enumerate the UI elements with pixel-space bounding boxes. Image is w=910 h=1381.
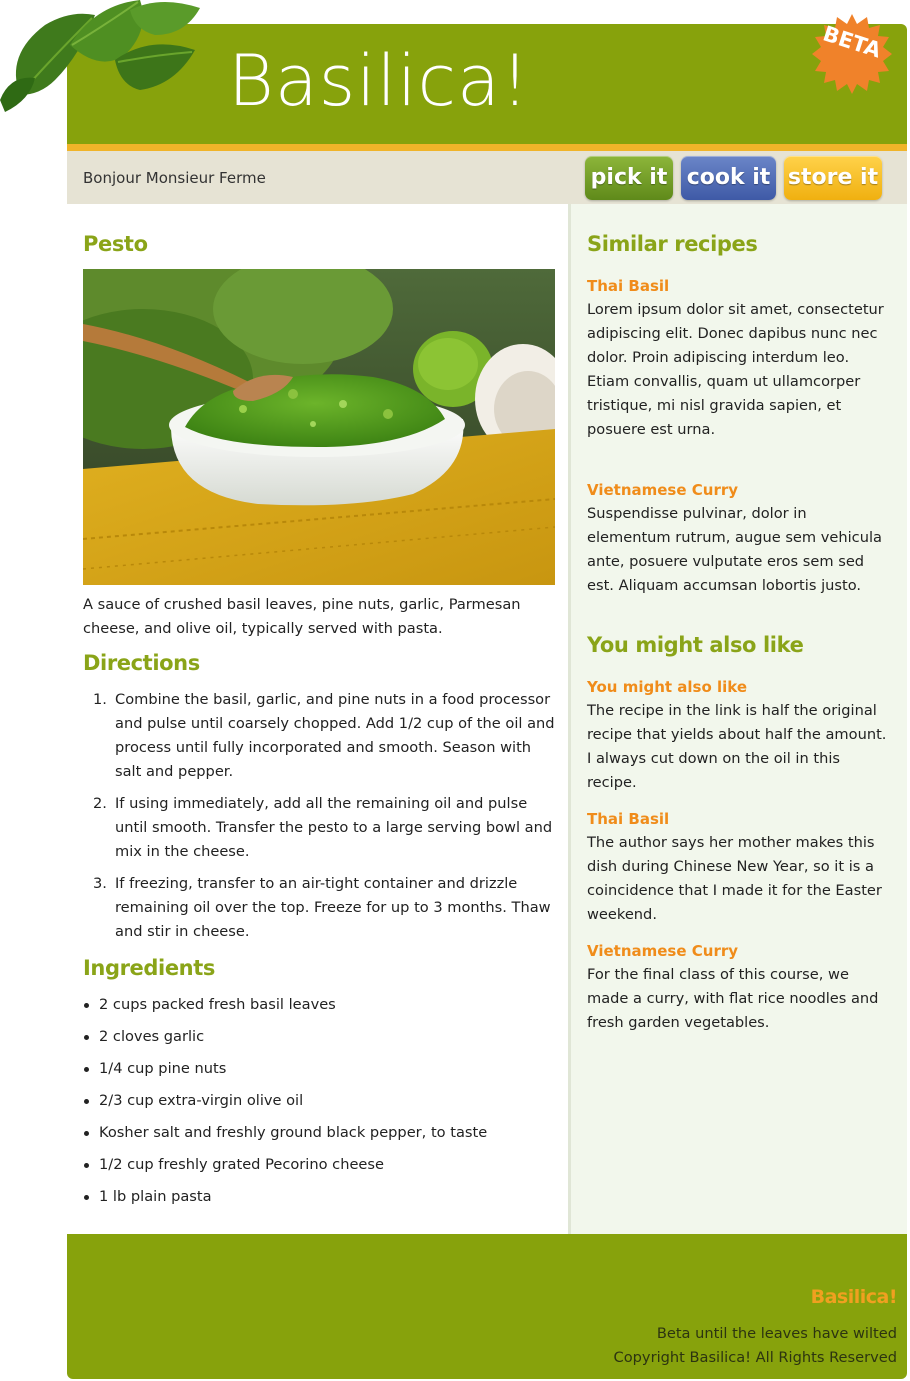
recipe-title: Pesto bbox=[83, 232, 148, 256]
ingredients-list bbox=[83, 993, 555, 1217]
footer-tagline: Beta until the leaves have wilted bbox=[656, 1325, 897, 1342]
ingredient-item: 1/2 cup freshly grated Pecorino cheese bbox=[83, 1153, 555, 1185]
directions-list bbox=[83, 688, 555, 952]
also-like-item bbox=[587, 807, 887, 927]
similar-recipe-link[interactable]: Thai Basil bbox=[587, 277, 670, 295]
ingredient-item: 1 lb plain pasta bbox=[83, 1185, 555, 1217]
ingredient-item: 2 cups packed fresh basil leaves bbox=[83, 993, 555, 1025]
similar-recipes-heading: Similar recipes bbox=[587, 232, 758, 256]
also-like-link[interactable]: Vietnamese Curry bbox=[587, 942, 739, 960]
header-stripe bbox=[67, 144, 907, 151]
ingredient-item: 2/3 cup extra-virgin olive oil bbox=[83, 1089, 555, 1121]
user-greeting: Bonjour Monsieur Ferme bbox=[83, 169, 266, 187]
direction-step: 1. Combine the basil, garlic, and pine nuts in a food processor and pulse until coarsely chopped. Add 1/2 cup of the oil and process until fully incorporated and smooth. Season with salt and pepper. bbox=[93, 691, 555, 780]
recipe-description: A sauce of crushed basil leaves, pine nuts, garlic, Parmesan cheese, and olive oil, typically served with pasta. bbox=[83, 596, 521, 637]
ingredient-item: 1/4 cup pine nuts bbox=[83, 1057, 555, 1089]
also-like-link[interactable]: You might also like bbox=[587, 678, 748, 696]
ingredient-item: 2 cloves garlic bbox=[83, 1025, 555, 1057]
also-like-text: For the final class of this course, we made a curry, with flat rice noodles and fresh garden vegetables. bbox=[587, 966, 879, 1031]
direction-text: If freezing, transfer to an air-tight container and drizzle remaining oil over the top. Freeze for up to 3 months. Thaw and stir in cheese. bbox=[115, 875, 551, 940]
cook-it-button[interactable]: cook it bbox=[681, 156, 776, 200]
pick-it-button[interactable]: pick it bbox=[585, 156, 673, 200]
ingredients-heading: Ingredients bbox=[83, 956, 215, 980]
direction-step: 2. If using immediately, add all the remaining oil and pulse until smooth. Transfer the pesto to a large serving bowl and mix in the cheese. bbox=[93, 795, 553, 860]
pesto-photo bbox=[83, 269, 555, 585]
also-like-heading: You might also like bbox=[587, 633, 804, 657]
also-like-item bbox=[587, 675, 887, 795]
similar-recipe-text: Lorem ipsum dolor sit amet, consectetur adipiscing elit. Donec dapibus nunc nec dolor. Proin adipiscing interdum leo. Etiam convallis, quam ut ullamcorper tristique, mi nisl gravida sapien, et posuere est urna. bbox=[587, 301, 884, 438]
footer-brand[interactable]: Basilica! bbox=[810, 1286, 897, 1308]
direction-text: Combine the basil, garlic, and pine nuts in a food processor and pulse until coarsely chopped. Add 1/2 cup of the oil and process until fully incorporated and smooth. Season with salt and pepper. bbox=[115, 691, 555, 780]
also-like-link[interactable]: Thai Basil bbox=[587, 810, 670, 828]
store-it-button[interactable]: store it bbox=[784, 156, 882, 200]
direction-text: If using immediately, add all the remaining oil and pulse until smooth. Transfer the pesto to a large serving bowl and mix in the cheese. bbox=[115, 795, 553, 860]
nav-bar bbox=[67, 151, 907, 204]
direction-step: 3. If freezing, transfer to an air-tight container and drizzle remaining oil over the top. Freeze for up to 3 months. Thaw and stir in cheese. bbox=[93, 875, 551, 940]
similar-recipe-text: Suspendisse pulvinar, dolor in elementum rutrum, augue sem vehicula ante, posuere vulputate eros sem sed est. Aliquam accumsan lobortis justo. bbox=[587, 505, 882, 594]
similar-recipe-item bbox=[587, 478, 887, 598]
similar-recipe-item bbox=[587, 274, 887, 442]
footer-copyright: Copyright Basilica! All Rights Reserved bbox=[613, 1349, 897, 1366]
site-title[interactable]: Basilica! bbox=[228, 40, 530, 122]
site-footer bbox=[67, 1234, 907, 1379]
similar-recipe-link[interactable]: Vietnamese Curry bbox=[587, 481, 739, 499]
basil-leaves-logo bbox=[0, 0, 210, 124]
directions-heading: Directions bbox=[83, 651, 200, 675]
beta-label: BETA bbox=[820, 21, 884, 63]
also-like-item bbox=[587, 939, 887, 1035]
ingredient-item: Kosher salt and freshly ground black pepper, to taste bbox=[83, 1121, 555, 1153]
also-like-text: The author says her mother makes this dish during Chinese New Year, so it is a coincidence that I made it for the Easter weekend. bbox=[587, 834, 882, 923]
also-like-text: The recipe in the link is half the original recipe that yields about half the amount. I always cut down on the oil in this recipe. bbox=[587, 702, 887, 791]
